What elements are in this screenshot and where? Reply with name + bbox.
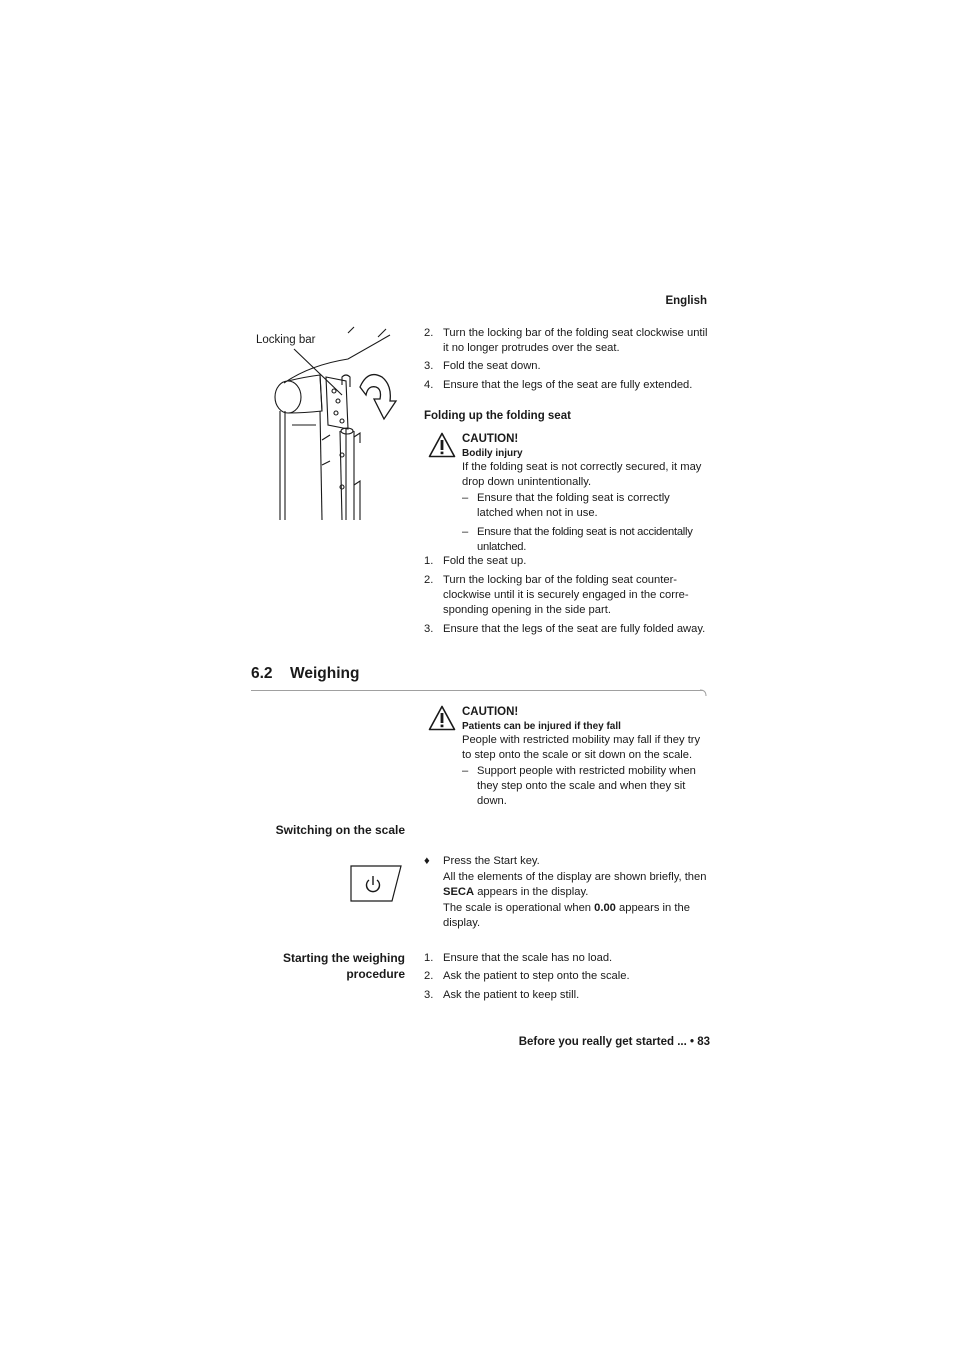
side-heading-switching-on: Switching on the scale: [275, 823, 405, 837]
caution-title: CAUTION!: [462, 433, 519, 445]
caution-title: CAUTION!: [462, 706, 519, 718]
caution-box: [428, 705, 710, 809]
side-heading-starting-weighing: Starting the weighing procedure: [283, 951, 405, 981]
diamond-bullet-icon: ♦: [424, 855, 430, 867]
warning-triangle-icon: [428, 705, 456, 731]
result-text: All the elements of the display are shown briefly, then SECA appears in the display.: [443, 871, 707, 898]
list-item: 1. Ensure that the scale has no load.: [424, 952, 613, 964]
page-language-label: English: [665, 295, 707, 307]
list-item: 3. Ensure that the legs of the seat are fully folded away.: [424, 623, 706, 635]
list-item: 3. Fold the seat down.: [424, 360, 541, 372]
folding-seat-illustration: [250, 325, 400, 525]
section-title-text: Weighing: [290, 665, 360, 682]
list-item: 2. Ask the patient to step onto the scale.: [424, 970, 630, 982]
instruction-text: Press the Start key.: [443, 855, 540, 867]
caution-dash-item: – Ensure that the folding seat is correctly latched when not in use.: [462, 492, 670, 519]
result-text: The scale is operational when 0.00 appears in the display.: [443, 902, 690, 929]
caution-text: If the folding seat is not correctly secured, it may drop down unintentionally.: [462, 461, 702, 488]
caution-subtitle: Bodily injury: [462, 448, 523, 459]
list-item: 1. Fold the seat up.: [424, 555, 527, 567]
list-item: 4. Ensure that the legs of the seat are fully extended.: [424, 379, 693, 391]
warning-triangle-icon: [428, 432, 456, 458]
figure-label-locking-bar: Locking bar: [256, 334, 316, 346]
list-item: 3. Ask the patient to keep still.: [424, 989, 580, 1001]
subsection-heading-folding-up: Folding up the folding seat: [424, 410, 571, 422]
start-key-icon: [350, 864, 404, 904]
caution-subtitle: Patients can be injured if they fall: [462, 721, 621, 732]
caution-dash-item: – Support people with restricted mobility when they step onto the scale and when they sit down.: [462, 765, 696, 807]
caution-text: People with restricted mobility may fall if they try to step onto the scale or sit down on the scale.: [462, 734, 701, 761]
section-title: [251, 666, 359, 681]
switching-on-instructions: [424, 854, 709, 931]
caution-box: [428, 432, 708, 555]
rule-end-curl: [700, 688, 708, 698]
section-rule: [251, 690, 703, 691]
section-number: 6.2: [251, 665, 273, 682]
page-footer: Before you really get started ... • 83: [518, 1036, 710, 1048]
list-item: 2. Turn the locking bar of the folding seat counter-clockwise until it is securely engaged in the corre-sponding opening in the side part.: [424, 574, 689, 616]
list-item: 2. Turn the locking bar of the folding seat clockwise until it no longer protrudes over the seat.: [424, 327, 708, 354]
caution-dash-item: – Ensure that the folding seat is not accidentally unlatched.: [462, 526, 693, 553]
